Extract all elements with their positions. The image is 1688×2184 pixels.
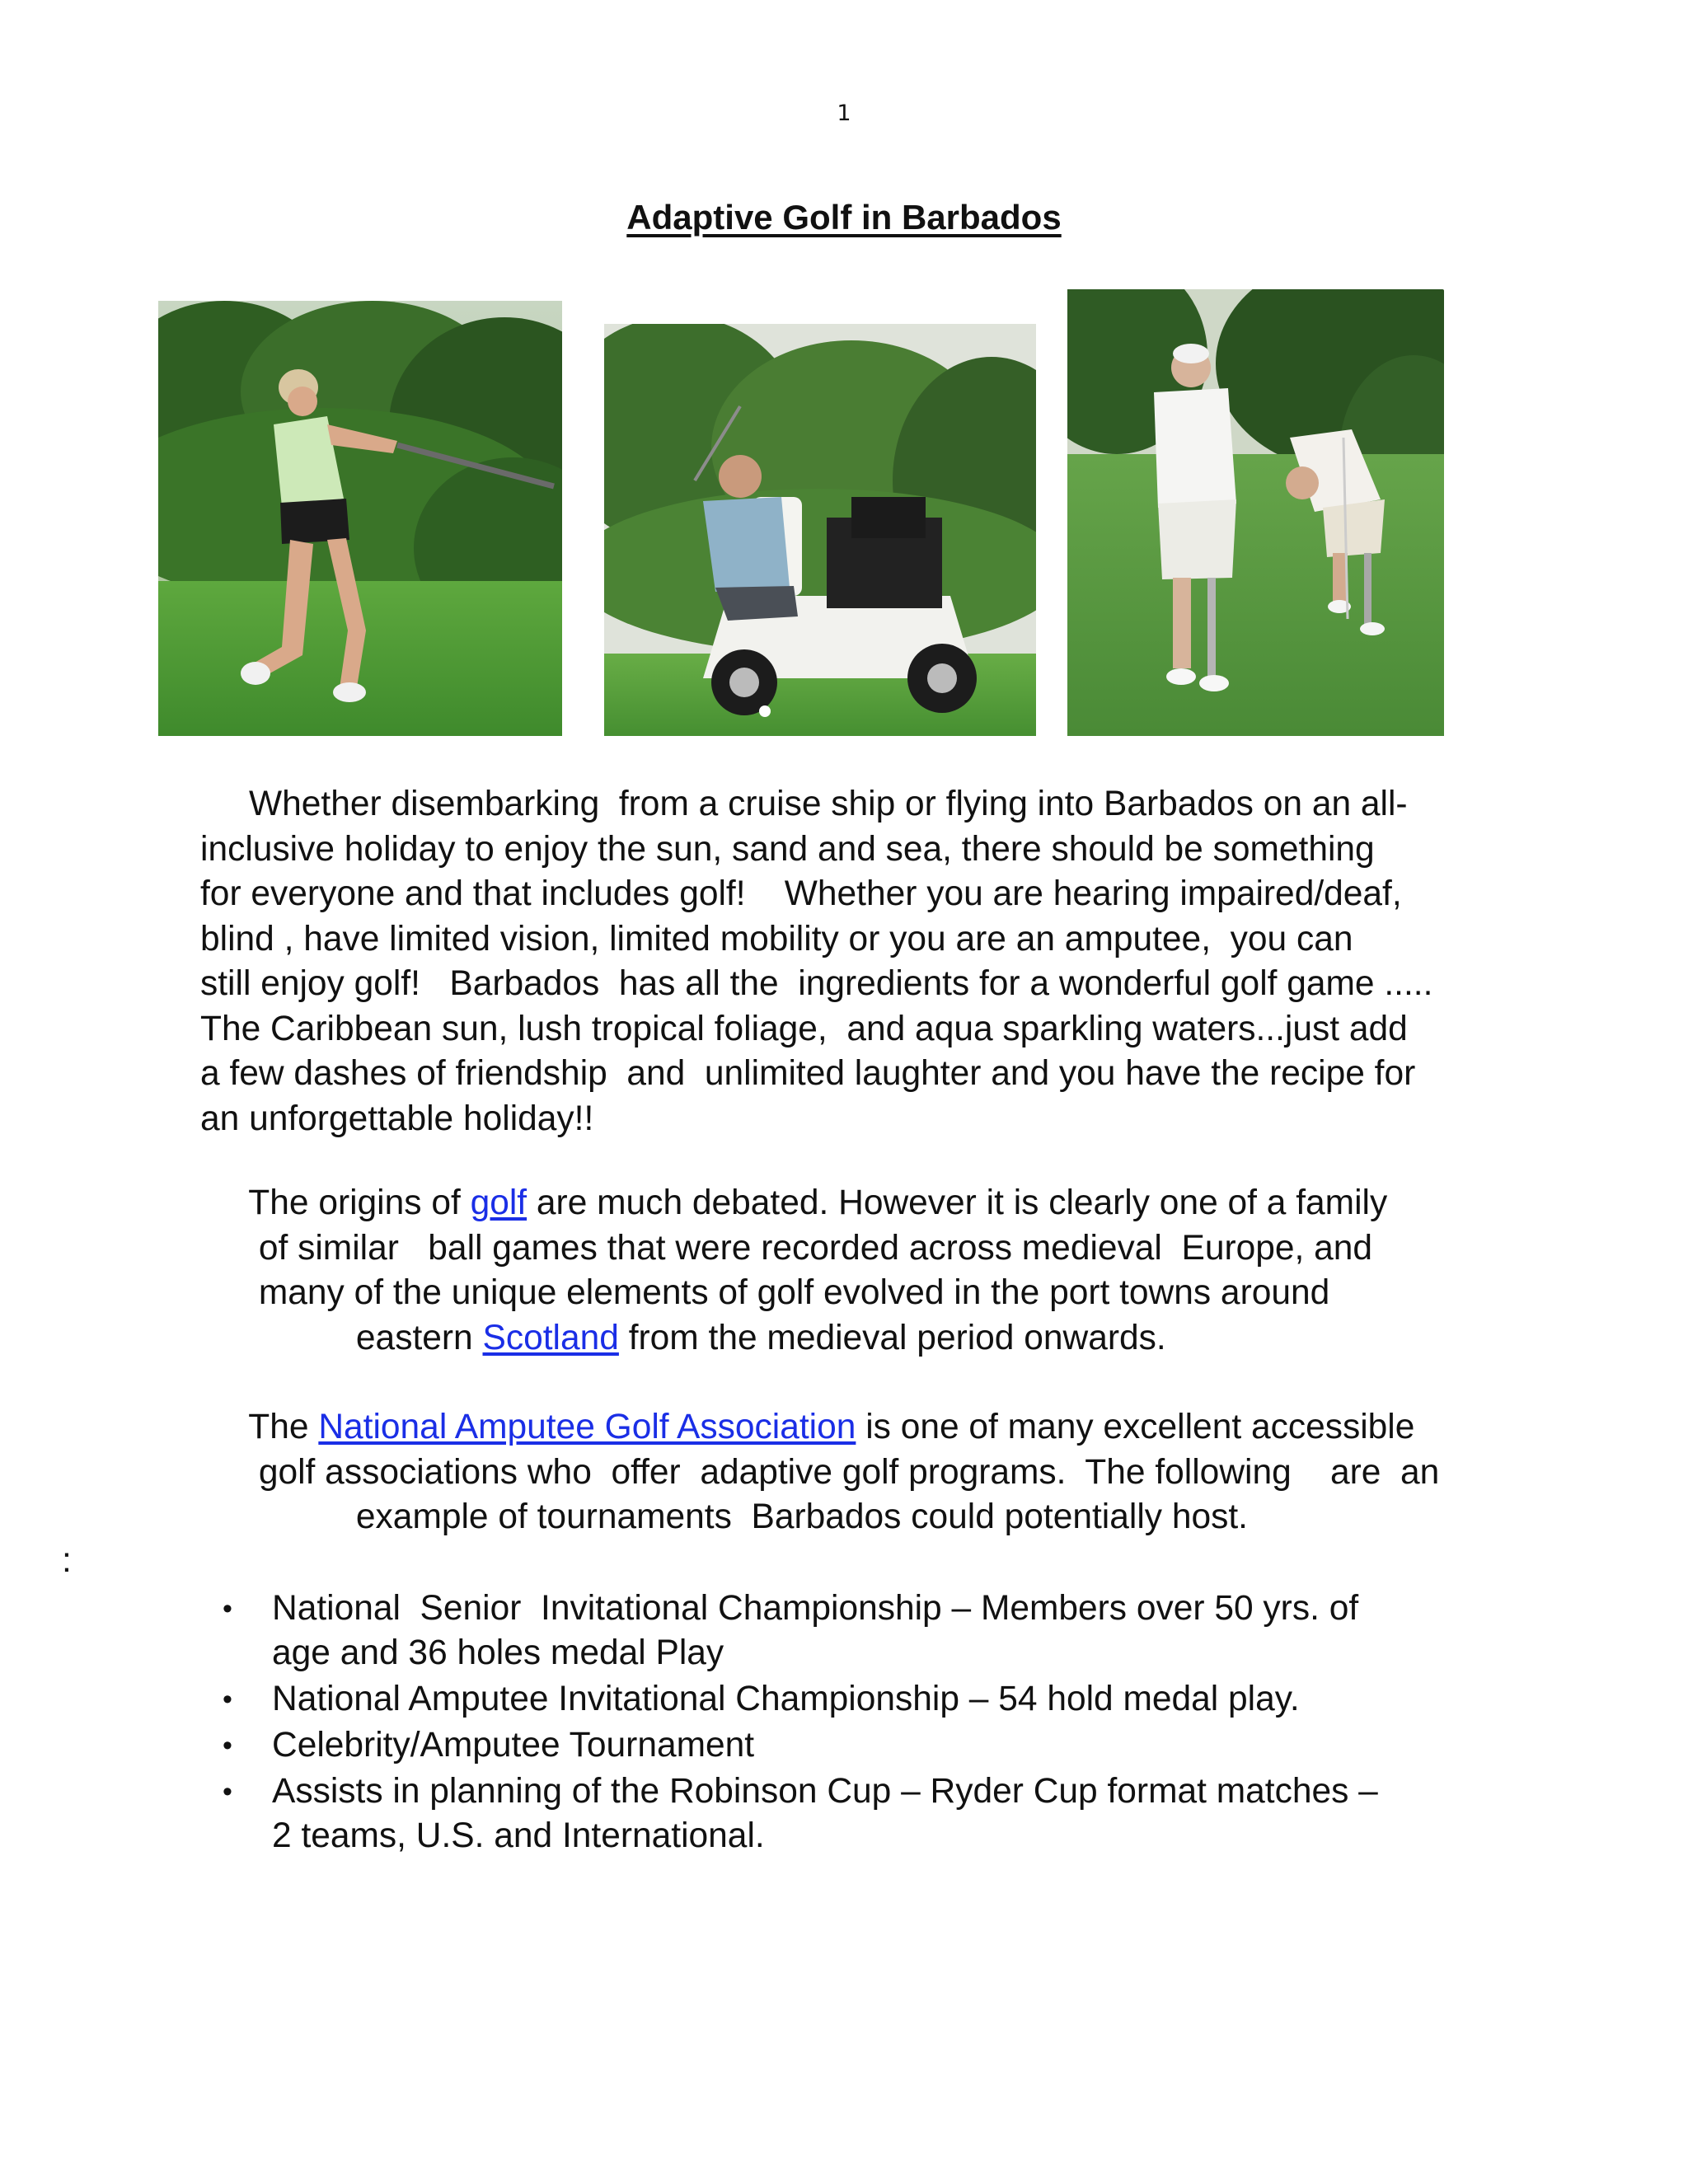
origins-text: are much debated. However it is clearly one of a family [527, 1183, 1388, 1222]
intro-line: an unforgettable holiday!! [200, 1099, 594, 1138]
origins-line: many of the unique elements of golf evolved in the port towns around [200, 1273, 1330, 1312]
page-title: Adaptive Golf in Barbados [626, 198, 1062, 237]
origins-line [200, 1181, 1387, 1226]
association-line: example of tournaments Barbados could potentially host. [200, 1497, 1248, 1536]
intro-line: blind , have limited vision, limited mobility or you are an amputee, you can [200, 919, 1353, 958]
scotland-link[interactable]: Scotland [482, 1318, 619, 1357]
origins-line: of similar ball games that were recorded across medieval Europe, and [200, 1228, 1373, 1268]
list-item-text: Celebrity/Amputee Tournament [272, 1726, 755, 1765]
intro-line: Whether disembarking from a cruise ship or flying into Barbados on an all- [200, 785, 1408, 823]
intro-paragraph [200, 782, 1432, 1141]
golf-link[interactable]: golf [470, 1183, 528, 1222]
association-text: is one of many excellent accessible [856, 1408, 1415, 1446]
intro-line: inclusive holiday to enjoy the sun, sand and sea, there should be something [200, 829, 1375, 869]
intro-line: a few dashes of friendship and unlimited laughter and you have the recipe for [200, 1054, 1416, 1093]
bullet-icon: • [223, 1730, 232, 1761]
association-text: The [200, 1408, 319, 1446]
golfer-cart-photo [604, 324, 1036, 736]
origins-text: from the medieval period onwards. [618, 1318, 1166, 1357]
intro-line: The Caribbean sun, lush tropical foliage, and aqua sparkling waters...just add [200, 1009, 1408, 1048]
association-line [200, 1405, 1439, 1451]
list-item [223, 1586, 1378, 1675]
bullet-icon: • [223, 1593, 232, 1624]
bullet-icon: • [223, 1684, 232, 1715]
list-item-text: National Amputee Invitational Championship – 54 hold medal play. [272, 1680, 1300, 1718]
list-item [223, 1769, 1378, 1858]
intro-line: still enjoy golf! Barbados has all the ingredients for a wonderful golf game ..... [200, 964, 1433, 1003]
list-item-text: Assists in planning of the Robinson Cup – Ryder Cup format matches – 2 teams, U.S. and International. [272, 1772, 1378, 1855]
origins-text: The origins of [200, 1183, 471, 1222]
tournament-list [223, 1586, 1378, 1860]
origins-paragraph [200, 1181, 1387, 1361]
bullet-icon: • [223, 1776, 232, 1807]
list-item-text: National Senior Invitational Championship – Members over 50 yrs. of age and 36 holes medal Play [272, 1589, 1359, 1672]
national-amputee-golf-association-link[interactable]: National Amputee Golf Association [318, 1408, 856, 1446]
page-number: 1 [837, 101, 851, 126]
association-line: golf associations who offer adaptive golf programs. The following are an [200, 1452, 1440, 1492]
origins-line [200, 1316, 1387, 1361]
amputee-golfers-photo [1067, 289, 1444, 736]
association-paragraph [200, 1405, 1439, 1540]
list-item [223, 1677, 1378, 1722]
golfer-swing-photo [158, 301, 562, 736]
intro-line: for everyone and that includes golf! Whether you are hearing impaired/deaf, [200, 874, 1402, 913]
origins-text: eastern [200, 1318, 483, 1357]
stray-colon: : [62, 1541, 72, 1580]
list-item [223, 1723, 1378, 1768]
